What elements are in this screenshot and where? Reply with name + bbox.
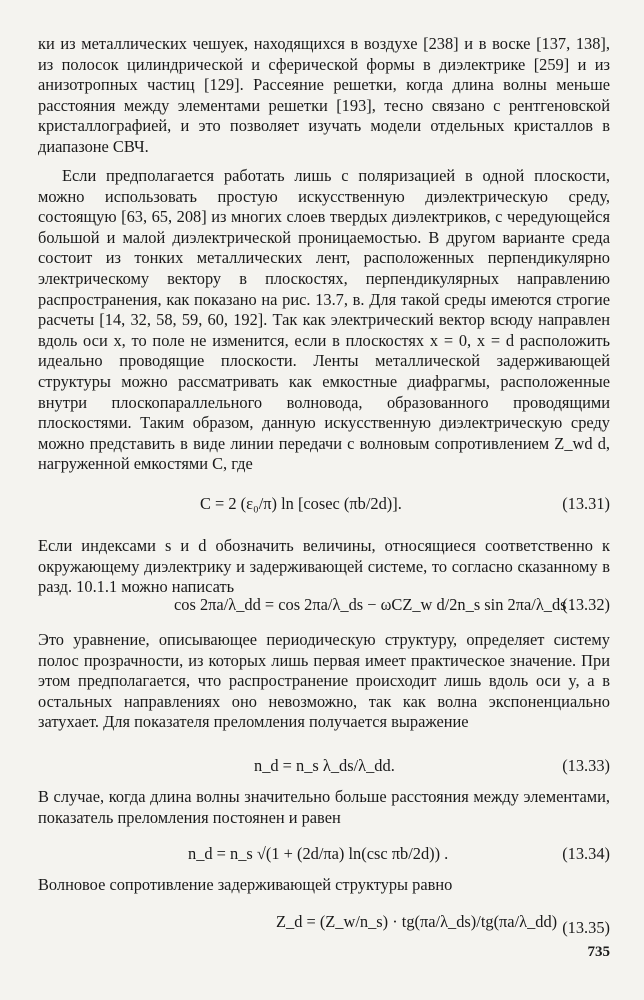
equation-13-33 bbox=[38, 755, 610, 779]
equation-13-32 bbox=[38, 594, 610, 618]
equation-formula: n_d = n_s √(1 + (2d/πa) ln(csc πb/2d)) . bbox=[188, 844, 449, 863]
equation-13-34 bbox=[38, 843, 610, 867]
paragraph-6: Волновое сопротивление задерживающей структуры равно bbox=[38, 875, 453, 894]
equation-13-31 bbox=[38, 493, 610, 517]
equation-number: (13.31) bbox=[562, 494, 610, 513]
page-number: 735 bbox=[587, 944, 610, 960]
paragraph-1: ки из металлических чешуек, находящихся в воздухе [238] и в воске [137, 138], из полосок цилиндрической и сферической формы в диэлектрике [259] и из анизотропных частиц [129]. Рассеяние решетки, когда длина волны меньше расстояния между элементами решетки [193], тесно связано с рентгеновской кристаллографией, и это позволяет изучать модели отдельных кристаллов в диапазоне СВЧ. bbox=[38, 34, 610, 156]
paragraph-2: Если предполагается работать лишь с поляризацией в одной плоскости, можно использовать простую искусственную диэлектрическую среду, состоящую [63, 65, 208] из многих слоев твердых диэлектриков, с чередующейся большой и малой диэлектрической проницаемостью. В другом варианте среда состоит из тонких металлических лент, расположенных перпендикулярно электрическому вектору в плоскостях, перпендикулярных направлению распространения, как показано на рис. 13.7, в. Для такой среды имеются строгие расчеты [14, 32, 58, 59, 60, 192]. Так как электрический вектор всюду направлен вдоль оси x, то поле не изменится, если в плоскостях x = 0, x = d расположить идеально проводящие плоскости. Ленты металлической задерживающей структуры можно рассматривать как емкостные диафрагмы, расположенные внутри плоскопараллельного волновода, образованного проводящими плоскостями. Таким образом, данную искусственную диэлектрическую среду можно представить в виде линии передачи с волновым сопротивлением Z_wd d, нагруженной емкостями C, где bbox=[38, 166, 610, 474]
paragraph-4: Это уравнение, описывающее периодическую структуру, определяет систему полос прозрачности, из которых лишь первая имеет практическое значение. При этом предполагается, что распространение происходит лишь вдоль оси y, а в остальных направлениях оно невозможно, так как волна экспоненциально затухает. Для показателя преломления получается выражение bbox=[38, 630, 610, 732]
equation-number: (13.32) bbox=[562, 595, 610, 614]
equation-formula: Z_d = (Z_w/n_s) · tg(πa/λ_ds)/tg(πa/λ_dd) bbox=[276, 912, 558, 931]
equation-formula: cos 2πa/λ_dd = cos 2πa/λ_ds − ωCZ_w d/2n_s sin 2πa/λ_ds . bbox=[174, 595, 575, 614]
paragraph-3: Если индексами s и d обозначить величины, относящиеся соответственно к окружающему диэлектрику и задерживающей системе, то согласно сказанному в разд. 10.1.1 можно написать bbox=[38, 536, 610, 597]
equation-13-35 bbox=[38, 909, 610, 943]
equation-formula: n_d = n_s λ_ds/λ_dd. bbox=[254, 756, 395, 775]
paragraph-5: В случае, когда длина волны значительно больше расстояния между элементами, показатель преломления постоянен и равен bbox=[38, 787, 610, 827]
equation-number: (13.33) bbox=[562, 756, 610, 775]
equation-formula: C = 2 (ε₀/π) ln [cosec (πb/2d)]. bbox=[200, 494, 402, 513]
equation-number: (13.34) bbox=[562, 844, 610, 863]
equation-number: (13.35) bbox=[562, 918, 610, 937]
